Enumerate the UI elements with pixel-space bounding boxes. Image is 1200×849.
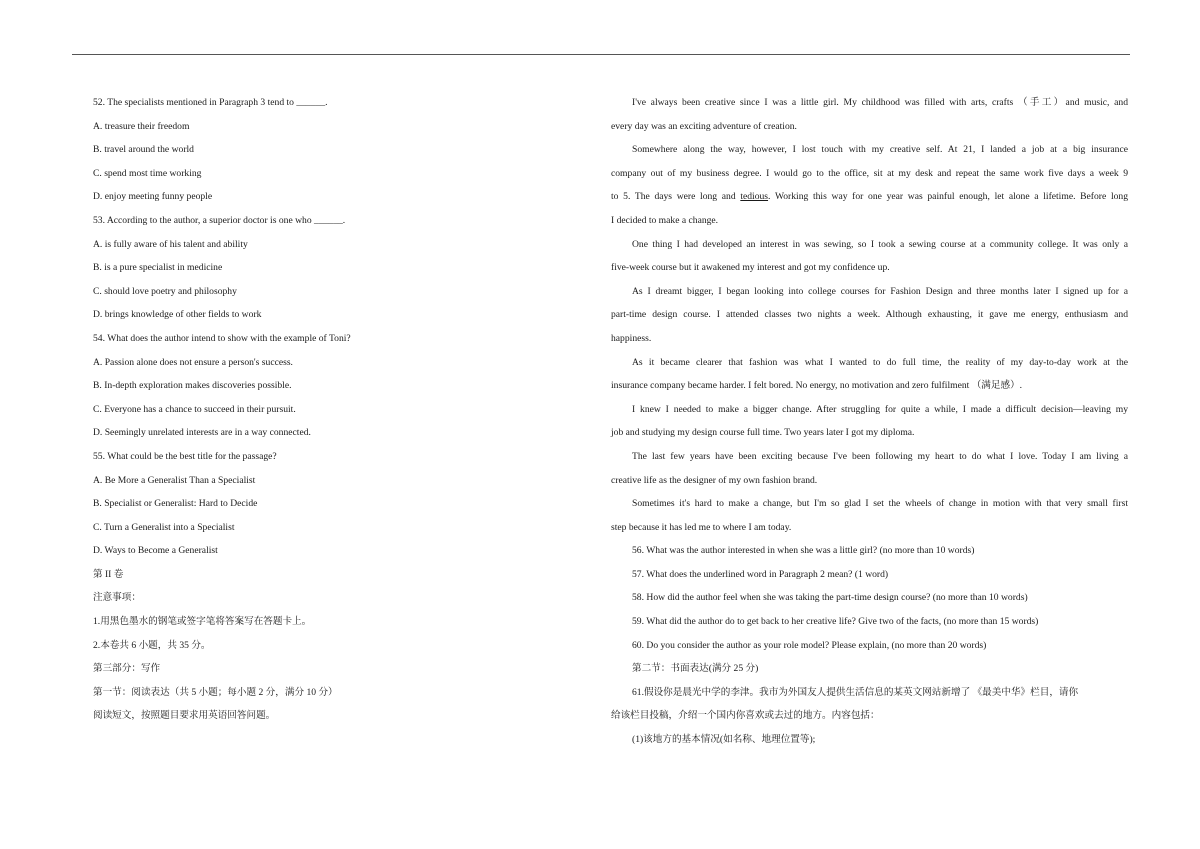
passage-line: Sometimes it's hard to make a change, but I'm so glad I set the wheels of change in motion with that very small first: [632, 498, 1128, 510]
passage-text: to 5. The days were long and: [611, 191, 741, 203]
option-53-a: A. is fully aware of his talent and ability: [93, 238, 248, 250]
note-1: 1.用黑色墨水的钢笔或签字笔将答案写在答题卡上。: [93, 616, 312, 628]
option-54-d: D. Seemingly unrelated interests are in a way connected.: [93, 427, 311, 439]
question-56: 56. What was the author interested in when she was a little girl? (no more than 10 words): [632, 545, 975, 557]
option-52-b: B. travel around the world: [93, 144, 194, 156]
passage-line: step because it has led me to where I am today.: [611, 521, 792, 533]
question-59: 59. What did the author do to get back to her creative life? Give two of the facts, (no more than 15 words): [632, 616, 1039, 628]
passage-line: Somewhere along the way, however, I lost touch with my creative self. At 21, I landed a job at a big insurance: [632, 144, 1128, 156]
option-53-d: D. brings knowledge of other fields to work: [93, 309, 262, 321]
passage-line: I knew I needed to make a bigger change. After struggling for quite a while, I made a difficult decision—leaving my: [632, 403, 1128, 415]
question-57: 57. What does the underlined word in Paragraph 2 mean? (1 word): [632, 568, 889, 580]
section-one-instruction: 阅读短文，按照题目要求用英语回答问题。: [93, 710, 276, 722]
passage-line: As it became clearer that fashion was what I wanted to do full time, the reality of my day-to-day work at the: [632, 356, 1128, 368]
option-52-d: D. enjoy meeting funny people: [93, 191, 213, 203]
question-53: 53. According to the author, a superior doctor is one who ______.: [93, 214, 346, 226]
option-54-b: B. In-depth exploration makes discoveries possible.: [93, 380, 292, 392]
option-53-c: C. should love poetry and philosophy: [93, 285, 237, 297]
passage-line: [611, 185, 1128, 209]
question-60: 60. Do you consider the author as your role model? Please explain, (no more than 20 words): [632, 639, 987, 651]
header-rule: [72, 54, 1130, 55]
passage-line: I decided to make a change.: [611, 214, 719, 226]
question-61-item1: (1)该地方的基本情况(如名称、地理位置等);: [632, 734, 816, 746]
option-55-a: A. Be More a Generalist Than a Specialist: [93, 474, 256, 486]
underlined-word: tedious: [740, 191, 769, 203]
question-61: 61.假设你是晨光中学的李津。我市为外国友人提供生活信息的某英文网站新增了 《最美中华》栏目，请你: [632, 686, 1079, 698]
option-52-c: C. spend most time working: [93, 167, 202, 179]
notes-heading: 注意事项：: [93, 592, 141, 604]
left-column: [93, 91, 593, 728]
passage-line: creative life as the designer of my own fashion brand.: [611, 474, 818, 486]
passage-line: The last few years have been exciting because I've been following my heart to do what I love. Today I am living a: [632, 450, 1128, 462]
passage-line: insurance company became harder. I felt bored. No energy, no motivation and zero fulfilment （满足感）.: [611, 380, 1023, 392]
passage-line: job and studying my design course full time. Two years later I got my diploma.: [611, 427, 915, 439]
passage-line: every day was an exciting adventure of creation.: [611, 120, 797, 132]
part-three-heading: 第三部分：写作: [93, 663, 161, 675]
question-61-line2: 给该栏目投稿，介绍一个国内你喜欢或去过的地方。内容包括：: [611, 710, 880, 722]
passage-text: . Working this way for one year was painful enough, let alone a lifetime. Before long: [768, 191, 1128, 203]
option-53-b: B. is a pure specialist in medicine: [93, 262, 223, 274]
passage-line: I've always been creative since I was a little girl. My childhood was filled with arts, crafts （手工）and music, and: [632, 97, 1128, 108]
option-54-c: C. Everyone has a chance to succeed in their pursuit.: [93, 403, 296, 415]
passage-line: As I dreamt bigger, I began looking into college courses for Fashion Design and three months later I signed up for a: [632, 285, 1128, 297]
passage-line: One thing I had developed an interest in was sewing, so I took a sewing course at a community college. It was only a: [632, 238, 1128, 250]
option-55-d: D. Ways to Become a Generalist: [93, 545, 218, 557]
option-55-c: C. Turn a Generalist into a Specialist: [93, 521, 235, 533]
note-2: 2.本卷共 6 小题，共 35 分。: [93, 639, 211, 651]
question-52: 52. The specialists mentioned in Paragraph 3 tend to ______.: [93, 97, 328, 108]
passage-line: five-week course but it awakened my interest and got my confidence up.: [611, 262, 890, 274]
section-one-heading: 第一节：阅读表达（共 5 小题；每小题 2 分，满分 10 分）: [93, 686, 338, 698]
question-55: 55. What could be the best title for the passage?: [93, 450, 277, 462]
passage-line: company out of my business degree. I would go to the office, sit at my desk and repeat the same work five days a week 9: [611, 167, 1128, 179]
option-55-b: B. Specialist or Generalist: Hard to Decide: [93, 498, 258, 510]
section-two-heading: 第二节：书面表达(满分 25 分): [632, 663, 759, 675]
option-52-a: A. treasure their freedom: [93, 120, 190, 132]
question-54: 54. What does the author intend to show with the example of Toni?: [93, 332, 351, 344]
option-54-a: A. Passion alone does not ensure a person's success.: [93, 356, 293, 368]
right-column: [611, 91, 1128, 752]
passage-line: part-time design course. I attended classes two nights a week. Although exhausting, it gave me energy, enthusiasm and: [611, 309, 1128, 321]
passage-line: happiness.: [611, 332, 652, 344]
question-58: 58. How did the author feel when she was taking the part-time design course? (no more than 10 words): [632, 592, 1028, 604]
volume-heading: 第 II 卷: [93, 568, 124, 580]
